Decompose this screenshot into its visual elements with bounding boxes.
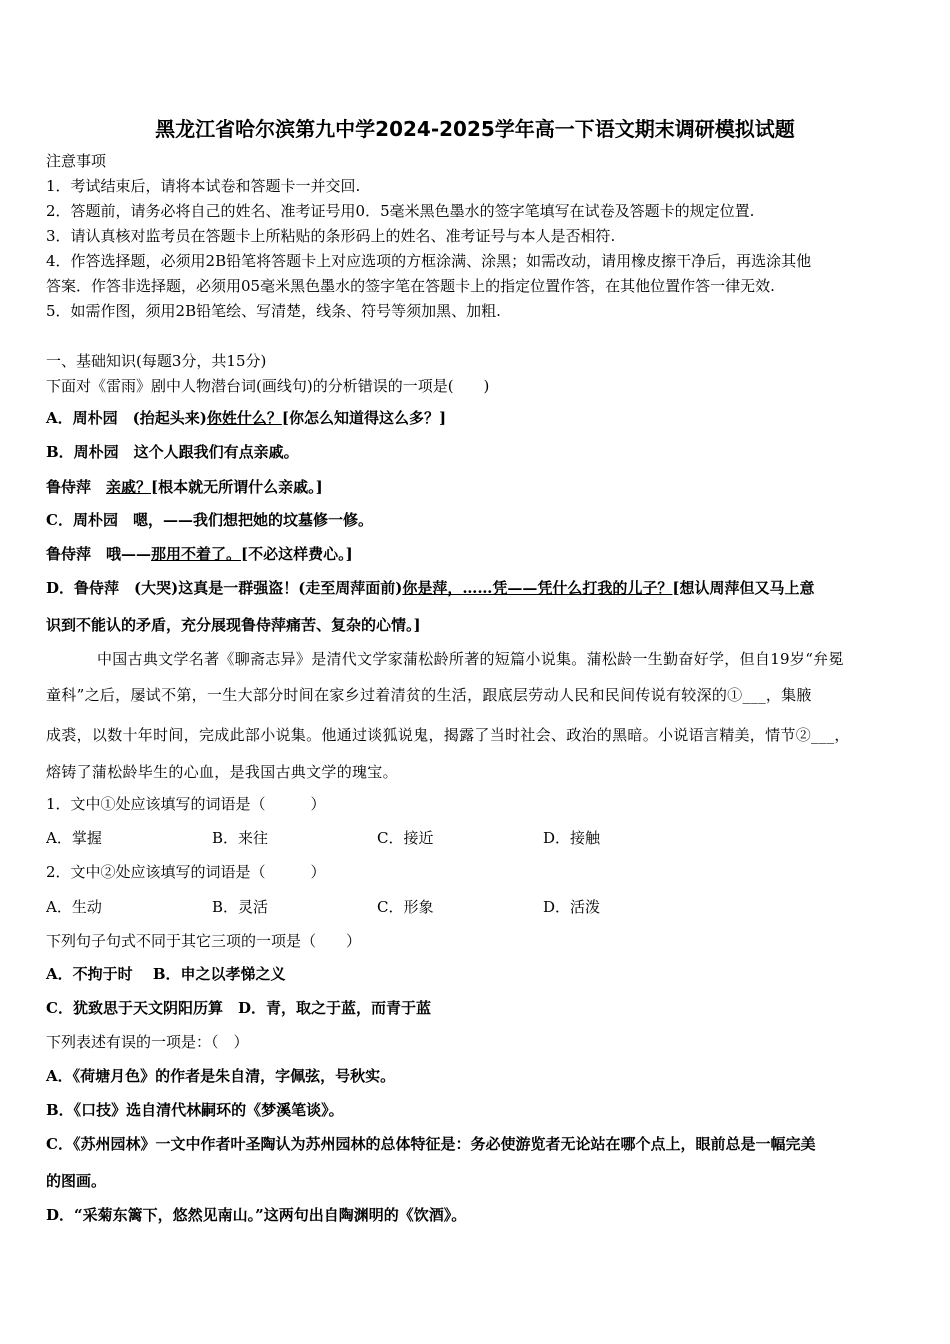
choice-c: C．接近 — [377, 829, 434, 847]
notice-heading: 注意事项 — [46, 152, 107, 170]
choice-b: B．《口技》选自清代林嗣环的《梦溪笔谈》。 — [46, 1101, 344, 1119]
choice-c: C．《苏州园林》一文中作者叶圣陶认为苏州园林的总体特征是：务必使游览者无论站在哪个点上，眼前总是一幅完美 — [46, 1135, 816, 1153]
choice-a: A．《荷塘月色》的作者是朱自清，字佩弦，号秋实。 — [46, 1067, 396, 1085]
passage-line: 童科”之后，屡试不第，一生大部分时间在家乡过着清贫的生活，跟底层劳动人民和民间传说有较深的①___，集腋 — [46, 686, 812, 704]
notice-item: 2．答题前，请务必将自己的姓名、准考证号用0．5毫米黑色墨水的签字笔填写在试卷及答题卡的规定位置. — [46, 202, 755, 220]
choice-b: B．灵活 — [212, 898, 269, 916]
page-title: 黑龙江省哈尔滨第九中学2024-2025学年高一下语文期末调研模拟试题 — [155, 117, 795, 141]
option-b-line2 — [46, 477, 323, 497]
option-d-analysis: [想认周萍但又马上意 — [672, 579, 815, 597]
passage-line: 中国古典文学名著《聊斋志异》是清代文学家蒲松龄所著的短篇小说集。蒲松龄一生勤奋好学，但自19岁“弁冕 — [97, 650, 844, 668]
choice-a: A．生动 — [46, 898, 102, 916]
option-d-text: D．鲁侍萍 (大哭)这真是一群强盗！(走至周萍面前) — [46, 579, 403, 597]
notice-item: 答案．作答非选择题，必须用05毫米黑色墨水的签字笔在答题卡上的指定位置作答，在其他位置作答一律无效. — [46, 277, 775, 295]
option-d — [46, 578, 815, 598]
speaker: 鲁侍萍 — [46, 478, 107, 496]
speaker: 鲁侍萍 哦—— — [46, 545, 152, 563]
underlined-line: 那用不着了。 — [151, 545, 242, 563]
option-c-analysis: [不必这样费心。] — [241, 545, 353, 563]
choice-d: D．接触 — [543, 829, 601, 847]
choice-c: C．形象 — [377, 898, 434, 916]
section-heading: 一、基础知识(每题3分，共15分) — [46, 352, 267, 370]
notice-item: 1．考试结束后，请将本试卷和答题卡一并交回. — [46, 177, 361, 195]
choice-a: A．掌握 — [46, 829, 102, 847]
option-d-line2: 识到不能认的矛盾，充分展现鲁侍萍痛苦、复杂的心情。] — [46, 616, 421, 634]
question-stem: 下列表述有误的一项是：（ ） — [46, 1033, 249, 1051]
option-a-text: A．周朴园 (抬起头来) — [46, 409, 207, 427]
notice-item: 5．如需作图，须用2B铅笔绘、写清楚，线条、符号等须加黑、加粗. — [46, 302, 501, 320]
choice-row: C．犹致思于天文阴阳历算 D．青，取之于蓝，而青于蓝 — [46, 999, 431, 1017]
option-b-analysis: [根本就无所谓什么亲戚。] — [151, 478, 323, 496]
question-stem: 下列句子句式不同于其它三项的一项是（ ） — [46, 932, 362, 950]
option-b: B．周朴园 这个人跟我们有点亲戚。 — [46, 443, 299, 461]
option-c: C．周朴园 嗯，——我们想把她的坟墓修一修。 — [46, 511, 373, 529]
choice-c-line2: 的图画。 — [46, 1172, 107, 1190]
underlined-line: 你是萍，……凭——凭什么打我的儿子？ — [402, 579, 673, 597]
choice-d: D．活泼 — [543, 898, 601, 916]
underlined-line: 亲戚？ — [106, 478, 152, 496]
choice-d: D．“采菊东篱下，悠然见南山。”这两句出自陶渊明的《饮酒》。 — [46, 1206, 467, 1224]
question-stem: 2．文中②处应该填写的词语是（ ） — [46, 863, 326, 881]
underlined-line: 你姓什么？ — [206, 409, 282, 427]
notice-item: 3．请认真核对监考员在答题卡上所粘贴的条形码上的姓名、准考证号与本人是否相符. — [46, 227, 616, 245]
option-c-line2 — [46, 544, 353, 564]
notice-item: 4．作答选择题，必须用2B铅笔将答题卡上对应选项的方框涂满、涂黑；如需改动，请用橡皮擦干净后，再选涂其他 — [46, 252, 812, 270]
passage-line: 成裘，以数十年时间，完成此部小说集。他通过谈狐说鬼，揭露了当时社会、政治的黑暗。小说语言精美，情节②___， — [46, 726, 850, 744]
choice-b: B．来往 — [212, 829, 269, 847]
option-a — [46, 408, 446, 428]
question-stem: 下面对《雷雨》剧中人物潜台词(画线句)的分析错误的一项是( ) — [46, 377, 490, 395]
choice-row: A．不拘于时 B．申之以孝悌之义 — [46, 965, 286, 983]
passage-line: 熔铸了蒲松龄毕生的心血，是我国古典文学的瑰宝。 — [46, 763, 398, 781]
option-a-analysis: [你怎么知道得这么多？] — [281, 409, 447, 427]
question-stem: 1．文中①处应该填写的词语是（ ） — [46, 795, 326, 813]
